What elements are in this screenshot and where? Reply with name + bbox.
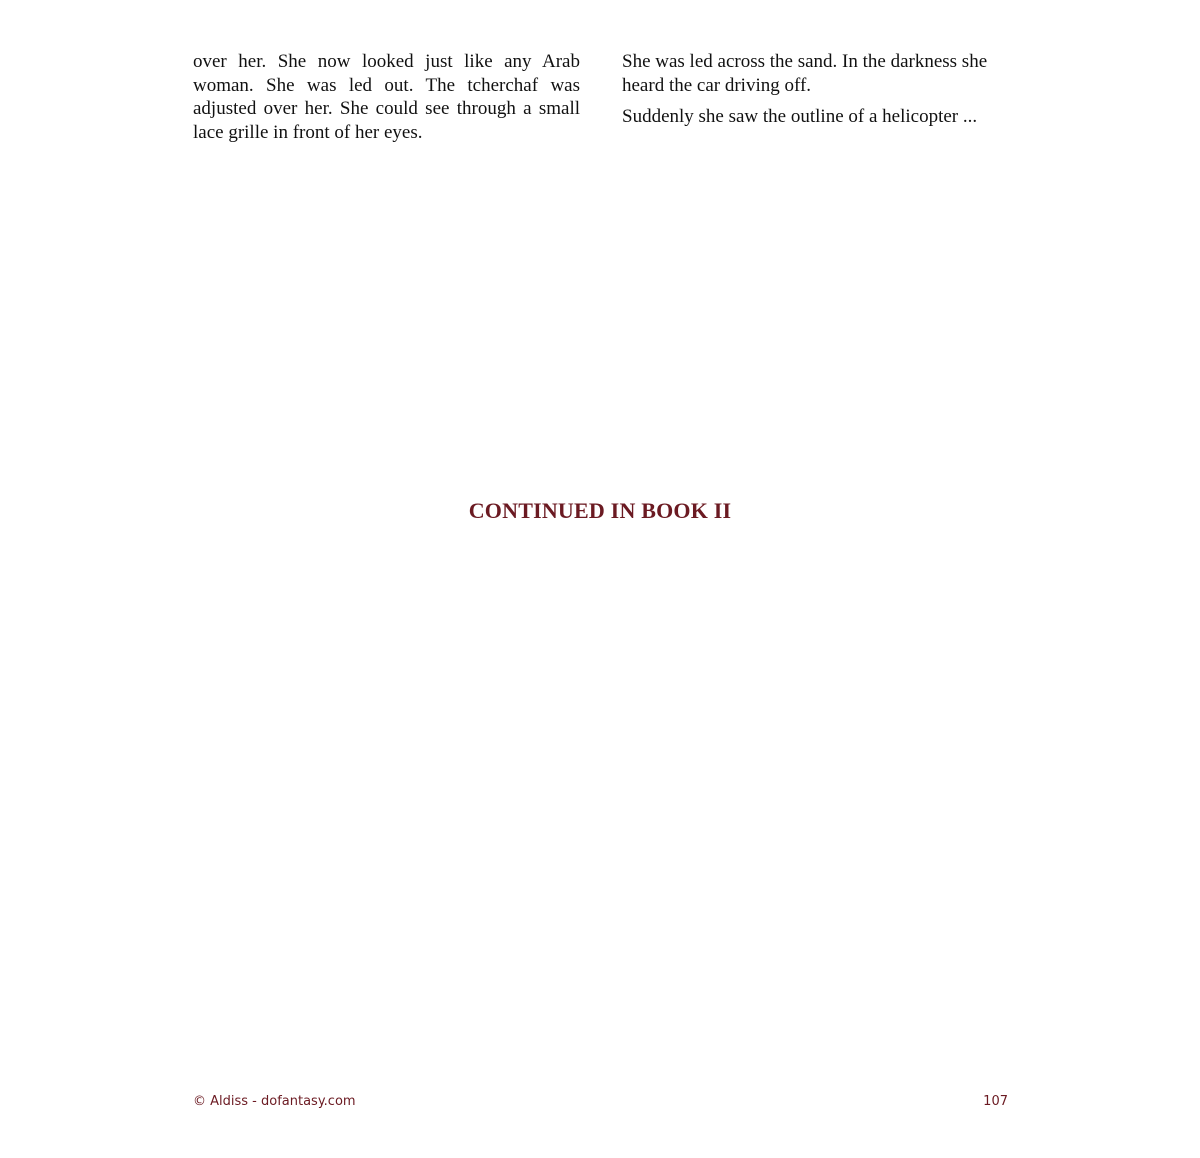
continued-notice: CONTINUED IN BOOK II <box>468 498 732 523</box>
paragraph: She was led across the sand. In the darkness she heard the car driving off. <box>622 51 988 96</box>
paragraph: over her. She now looked just like any Arab woman. She was led out. The tcherchaf was adjusted over her. She could see through a small lace grille in front of her eyes. <box>193 51 580 143</box>
footer-copyright: © Aldiss - dofantasy.com <box>193 1094 356 1109</box>
page-number: 107 <box>983 1094 1008 1109</box>
left-text-column <box>193 50 580 152</box>
right-text-column <box>622 50 1010 137</box>
paragraph: Suddenly she saw the outline of a helicopter ... <box>622 106 978 127</box>
